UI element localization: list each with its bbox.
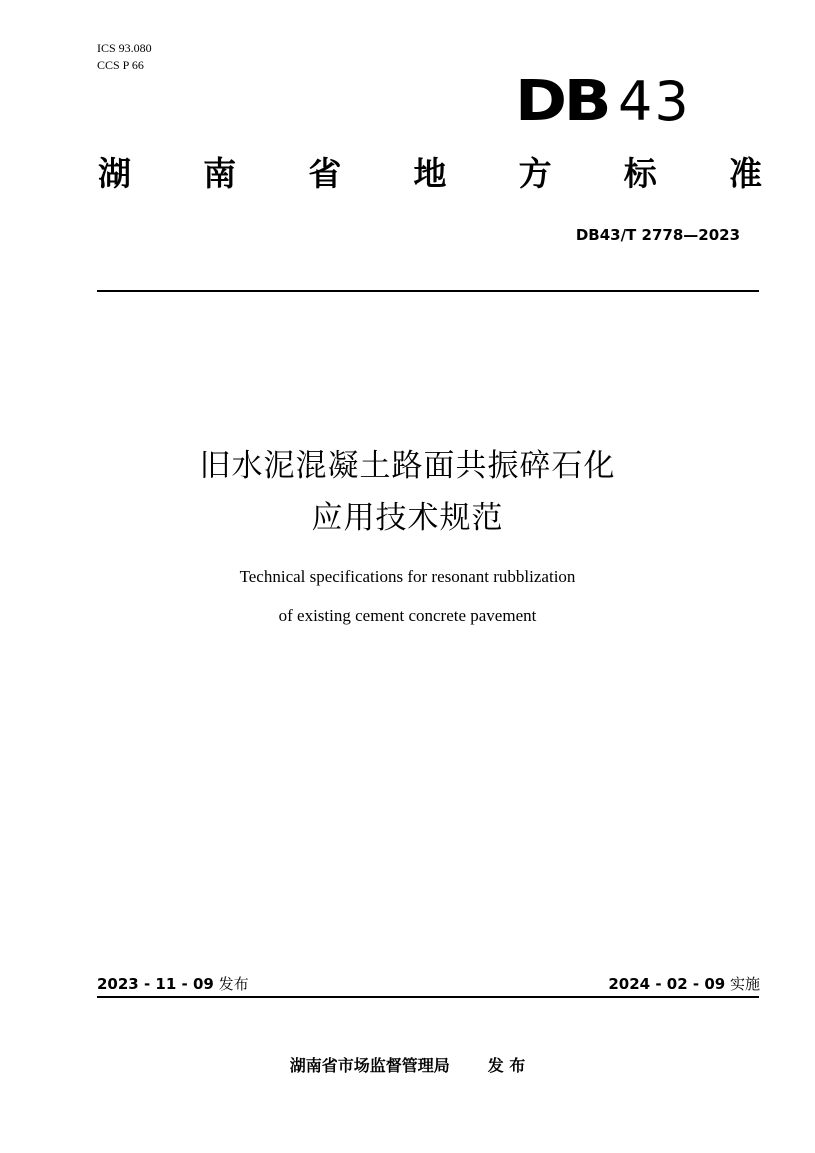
title-cn-line2: 应用技术规范 <box>311 500 504 536</box>
publish-date: 2023 - 11 - 09 <box>97 975 214 993</box>
ccs-code: CCS P 66 <box>97 58 144 72</box>
standard-code: DB43/T 2778—2023 <box>575 226 740 244</box>
standard-type-char: 南 <box>203 154 237 193</box>
implement-date-block <box>608 973 760 995</box>
top-divider <box>97 290 759 292</box>
ics-code: ICS 93.080 <box>97 41 152 55</box>
db-logo <box>515 69 691 134</box>
title-en-line2: of existing cement concrete pavement <box>278 606 537 625</box>
title-en-line1: Technical specifications for resonant rubblization <box>239 567 576 586</box>
publish-date-block <box>97 973 249 995</box>
standard-type-char: 湖 <box>98 154 131 193</box>
standard-type-char: 标 <box>623 154 657 193</box>
classification-codes <box>97 40 152 74</box>
standard-type-char: 方 <box>518 154 552 193</box>
implement-label: 实施 <box>729 975 760 993</box>
issuer-action: 发 布 <box>487 1056 526 1075</box>
issuer-line <box>0 1055 815 1077</box>
bottom-divider <box>97 996 759 998</box>
implement-date: 2024 - 02 - 09 <box>608 975 726 993</box>
standard-type-heading <box>98 152 762 196</box>
db-logo-number: 43 <box>618 70 691 133</box>
db-logo-letters: DB <box>515 69 609 134</box>
title-cn-line1: 旧水泥混凝土路面共振碎石化 <box>199 448 616 484</box>
publish-label: 发布 <box>218 975 249 993</box>
standard-type-char: 准 <box>728 154 762 193</box>
issuer-name: 湖南省市场监督管理局 <box>289 1056 450 1075</box>
standard-type-char: 省 <box>308 154 342 193</box>
standard-type-char: 地 <box>413 154 447 193</box>
